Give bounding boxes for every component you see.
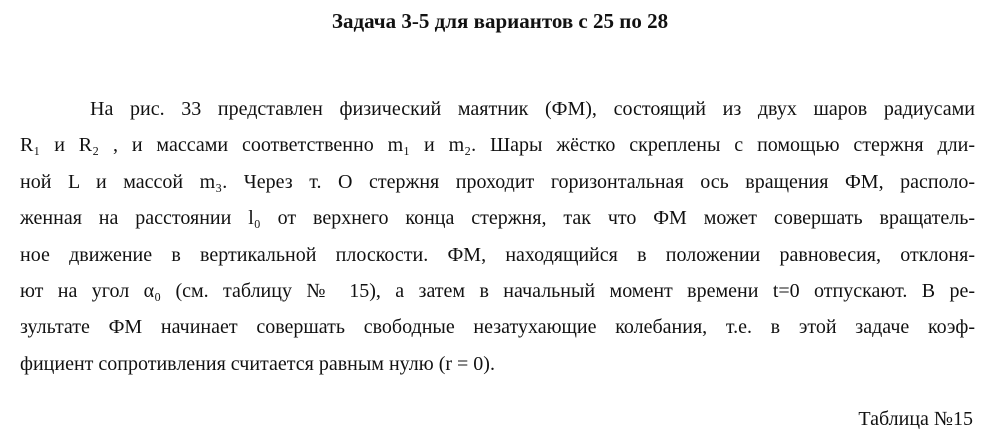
paragraph-line: женная на расстоянии l₀ от верхнего конца стержня, так что ФМ может совершать вращатель- [20, 207, 975, 230]
problem-title: Задача 3-5 для вариантов с 25 по 28 [331, 9, 669, 33]
paragraph-line: R₁ и R₂ , и массами соответственно m₁ и m₂. Шары жёстко скреплены с помощью стержня дли- [20, 134, 975, 157]
paragraph-line: ют на угол α₀ (см. таблицу № 15), а затем в начальный момент времени t=0 отпускают. В ре- [20, 279, 975, 302]
table-caption: Таблица №15 [858, 408, 973, 430]
paragraph-line: ной L и массой m₃. Через т. О стержня проходит горизонтальная ось вращения ФМ, располо- [20, 170, 975, 193]
problem-paragraph [20, 91, 975, 382]
paragraph-line: На рис. 33 представлен физический маятник (ФМ), состоящий из двух шаров радиусами [90, 98, 975, 120]
paragraph-line: фициент сопротивления считается равным нулю (r = 0). [20, 352, 495, 375]
paragraph-line: ное движение в вертикальной плоскости. ФМ, находящийся в положении равновесия, отклоня- [20, 243, 975, 266]
paragraph-line: зультате ФМ начинает совершать свободные незатухающие колебания, т.е. в этой задаче коэф- [20, 316, 975, 339]
